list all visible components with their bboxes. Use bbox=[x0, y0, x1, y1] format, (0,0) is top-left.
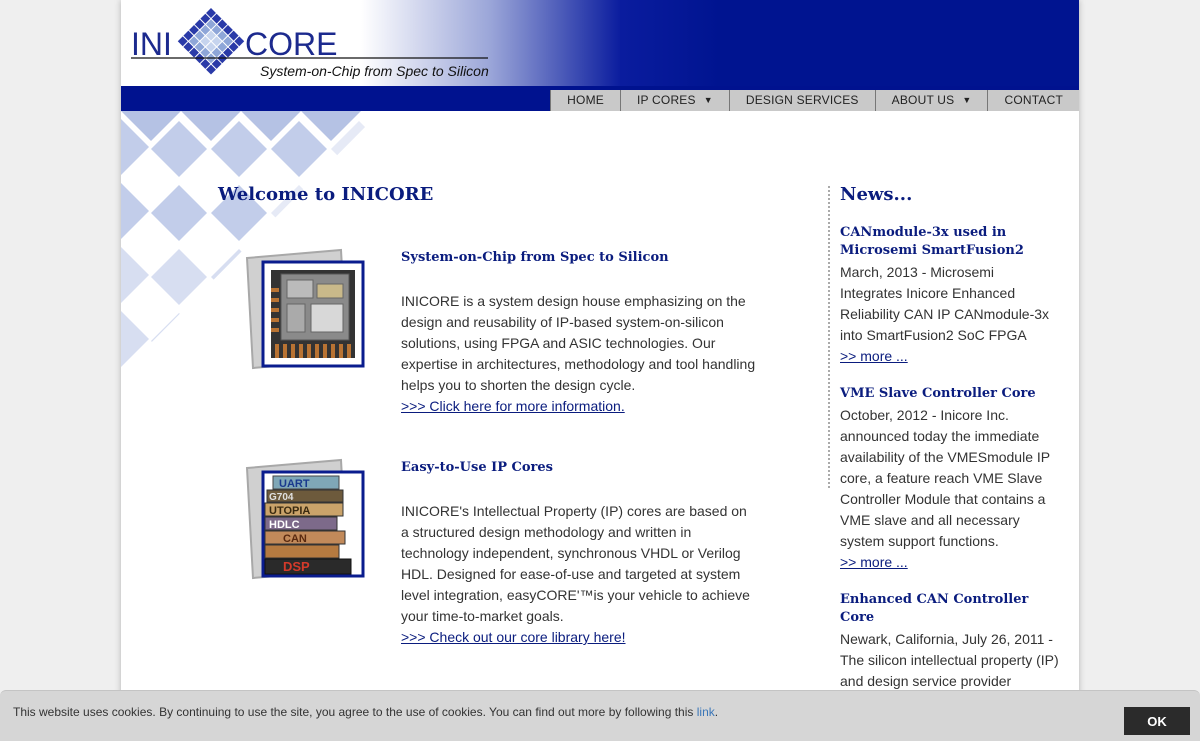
book-label-dsp: DSP bbox=[283, 559, 310, 574]
cookie-info-link[interactable]: link bbox=[696, 705, 715, 719]
book-label-hdlc: HDLC bbox=[269, 519, 300, 531]
book-label-can: CAN bbox=[283, 533, 307, 545]
caret-down-icon: ▼ bbox=[703, 95, 713, 105]
feature-title-soc: System-on-Chip from Spec to Silicon bbox=[401, 250, 669, 265]
nav-ip-cores-label: IP CORES bbox=[636, 93, 696, 107]
news-text: March, 2013 - Microsemi Integrates Inicore Enhanced Reliability CAN IP CANmodule-3x into SmartFusion2 SoC FPGA bbox=[840, 264, 1050, 343]
feature-body-ip-cores: INICORE's Intellectual Property (IP) cores are based on a structured design methodology and written in technology independent, synchronous VHDL or Verilog HDL. Designed for ease-of-use and targeted at system level integration, easyCORE'™is your vehicle to achieve your time-to-market goals. bbox=[401, 503, 750, 624]
page-container bbox=[121, 0, 1079, 740]
nav-home-label: HOME bbox=[567, 93, 604, 107]
ip-cores-books-image bbox=[243, 458, 369, 588]
nav-home[interactable] bbox=[550, 90, 620, 111]
news-text: Newark, California, July 26, 2011 - The silicon intellectual property (IP) and design service provider bbox=[840, 631, 1059, 689]
logo-text-right: CORE bbox=[245, 26, 338, 62]
news-divider bbox=[828, 186, 830, 488]
cookie-consent-bar bbox=[0, 690, 1200, 741]
feature-title-ip-cores: Easy-to-Use IP Cores bbox=[401, 460, 553, 475]
news-more-link[interactable]: >> more ... bbox=[840, 348, 908, 364]
nav-about-us[interactable] bbox=[875, 90, 988, 111]
site-header bbox=[121, 0, 1079, 86]
news-item bbox=[840, 385, 1060, 573]
nav-design-services[interactable] bbox=[729, 90, 875, 111]
cookie-text: This website uses cookies. By continuing to use the site, you agree to the use of cookies. You can find out more by following this bbox=[13, 705, 697, 719]
news-text: October, 2012 - Inicore Inc. announced today the immediate availability of the VMESmodule IP core, a feature reach VME Slave Controller Module that contains a VME slave and all necessary system support functions. bbox=[840, 407, 1050, 549]
news-more-link[interactable]: >> more ... bbox=[840, 554, 908, 570]
news-item bbox=[840, 224, 1060, 367]
cookie-ok-button[interactable]: OK bbox=[1124, 707, 1190, 735]
book-label-uart: UART bbox=[279, 478, 310, 490]
cookie-suffix: . bbox=[714, 705, 719, 719]
book-label-utopia: UTOPIA bbox=[269, 505, 311, 517]
news-sidebar bbox=[840, 184, 1060, 710]
page-title: Welcome to INICORE bbox=[218, 184, 434, 205]
main-menu bbox=[550, 90, 1079, 111]
news-title: Enhanced CAN Controller Core bbox=[840, 592, 1029, 625]
inicore-logo[interactable] bbox=[121, 0, 501, 86]
news-heading: News... bbox=[840, 184, 913, 205]
logo-tagline: System-on-Chip from Spec to Silicon bbox=[260, 63, 489, 79]
logo-text-left: INI bbox=[131, 26, 172, 62]
more-information-link[interactable]: >>> Click here for more information. bbox=[401, 398, 625, 414]
cookie-message bbox=[13, 705, 718, 719]
feature-text-ip-cores bbox=[401, 501, 757, 648]
core-library-link[interactable]: >>> Check out our core library here! bbox=[401, 629, 626, 645]
chip-image bbox=[243, 248, 369, 378]
feature-text-soc bbox=[401, 291, 757, 417]
nav-contact-label: CONTACT bbox=[1004, 93, 1063, 107]
news-title: VME Slave Controller Core bbox=[840, 386, 1036, 401]
nav-design-services-label: DESIGN SERVICES bbox=[745, 93, 859, 107]
nav-about-us-label: ABOUT US bbox=[891, 93, 955, 107]
news-item bbox=[840, 591, 1060, 692]
main-nav-bar bbox=[121, 86, 1079, 111]
book-label-g704: G704 bbox=[269, 492, 294, 503]
caret-down-icon: ▼ bbox=[962, 95, 972, 105]
feature-body-soc: INICORE is a system design house emphasizing on the design and reusability of IP-based system-on-silicon solutions, using FPGA and ASIC technologies. Our expertise in architectures, methodology and tool handling helps you to shorten the design cycle. bbox=[401, 293, 756, 393]
nav-ip-cores[interactable] bbox=[620, 90, 729, 111]
nav-contact[interactable] bbox=[987, 90, 1079, 111]
news-title: CANmodule-3x used in Microsemi SmartFusion2 bbox=[840, 225, 1024, 258]
